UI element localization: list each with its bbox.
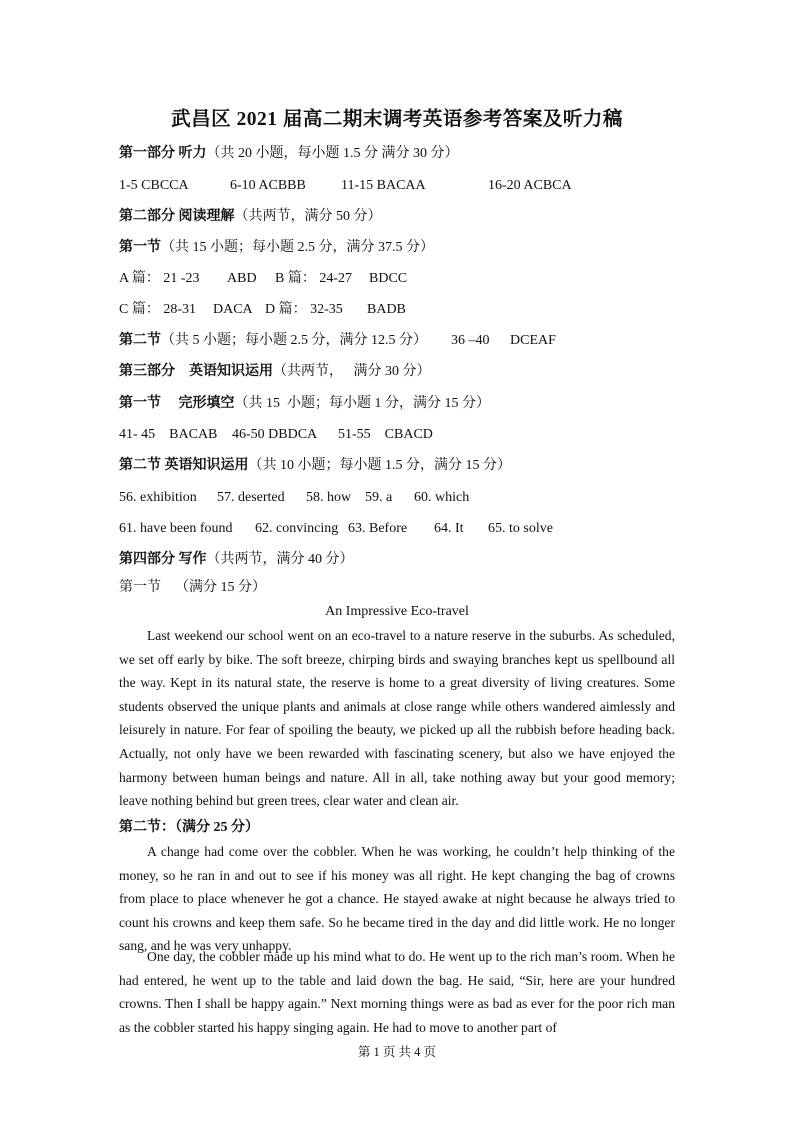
page-number-footer: 第 1 页 共 4 页 — [357, 1045, 437, 1059]
reading-answers-row — [119, 301, 406, 319]
part1-answers — [119, 177, 572, 195]
part2-heading-line — [119, 208, 382, 226]
part2-heading: 第二部分 阅读理解 — [119, 209, 235, 224]
part2-section2-line — [119, 332, 556, 350]
part4-section2-heading — [119, 819, 259, 837]
essay-paragraph: Last weekend our school went on an eco-travel to a nature reserve in the suburbs. As scheduled, we set off early by bike. The soft breeze, chirping birds and swaying branches kept us spellbound all the way. Kept in its natural state, the reserve is home to a great diversity of living creatures. Some students observed the unique plants and animals at close range while others wandered aimlessly and leisurely in nature. For fear of spoiling the beauty, we picked up all the rubbish before heading back. Actually, not only have we been rewarded with fascinating scenery, but also we have enjoyed the harmony between human beings and nature. All in all, take nothing away but your good memory; leave nothing behind but green trees, clear water and clean air. — [119, 628, 675, 809]
grammar-answer: 56. exhibition — [119, 490, 197, 505]
question-range: 36 –40 — [451, 333, 490, 348]
part4-heading-line — [119, 551, 354, 569]
answer-group: 16-20 ACBCA — [488, 178, 572, 193]
grammar-answers-row — [119, 489, 469, 507]
part1-heading: 第一部分 听力 — [119, 146, 207, 161]
reading-answers-row — [119, 270, 407, 288]
part4-note: （共两节，满分 40 分） — [206, 552, 354, 567]
section-note: （共 15 小题；每小题 1 分，满分 15 分） — [234, 396, 490, 411]
passage-range: D 篇： 32-35 — [265, 302, 343, 317]
section-note: （共 15 小题；每小题 2.5 分，满分 37.5 分） — [161, 240, 434, 255]
grammar-answer: 62. convincing — [255, 521, 339, 536]
section-heading: 第二节 英语知识运用 — [119, 458, 249, 473]
part3-section2-heading-line — [119, 457, 511, 475]
section-note: （共 10 小题；每小题 1.5 分，满分 15 分） — [248, 458, 511, 473]
part1-heading-line — [119, 145, 459, 163]
passage-answer: DACA — [213, 302, 253, 317]
section-heading: 第二节：（满分 25 分） — [119, 820, 259, 835]
section-note: （满分 15 分） — [175, 580, 266, 595]
grammar-answer: 58. how — [306, 490, 352, 505]
cloze-answers — [119, 426, 433, 444]
passage-answer: BDCC — [369, 271, 408, 286]
part3-heading: 第三部分 英语知识运用 — [119, 364, 273, 379]
part2-section1-heading-line — [119, 239, 434, 257]
passage-range: B 篇： 24-27 — [275, 271, 352, 286]
part4-heading: 第四部分 写作 — [119, 552, 207, 567]
continuation-paragraph: A change had come over the cobbler. When he was working, he couldn’t help thinking of the money, so he ran in and out to see if his money was all right. He kept changing the bag of crowns from place to place whenever he got a chance. He stayed awake at night because he always tried to count his crowns and keep them safe. So he became tired in the day and did little work. He no longer sang, and he was very unhappy. — [119, 844, 675, 954]
answer-group: 51-55 CBACD — [338, 427, 433, 442]
answer-group: 46-50 DBDCA — [232, 427, 318, 442]
passage-range: C 篇： 28-31 — [119, 302, 196, 317]
section-heading: 第二节 — [119, 333, 161, 348]
part3-heading-line — [119, 363, 431, 381]
part4-section1-heading-line — [119, 579, 266, 597]
section-note: （共 5 小题；每小题 2.5 分，满分 12.5 分） — [161, 333, 427, 348]
passage-answer: ABD — [227, 271, 257, 286]
passage-answer: BADB — [367, 302, 406, 317]
answer-group: 11-15 BACAA — [341, 178, 426, 193]
section-heading: 第一节 — [119, 240, 161, 255]
grammar-answer: 61. have been found — [119, 521, 233, 536]
answer-group: 41- 45 BACAB — [119, 427, 218, 442]
continuation-paragraph: One day, the cobbler made up his mind what to do. He went up to the rich man’s room. When he had entered, he went up to the table and laid down the bag. He said, “Sir, here are your hundred crowns. Then I shall be happy again.” Next morning things were as bad as ever for the poor rich man as the cobbler started his happy singing again. He had to move to another part of — [119, 949, 675, 1035]
grammar-answer: 65. to solve — [488, 521, 553, 536]
section-answer: DCEAF — [510, 333, 556, 348]
grammar-answer: 63. Before — [348, 521, 408, 536]
grammar-answers-row — [119, 520, 553, 538]
answer-group: 6-10 ACBBB — [230, 178, 306, 193]
part1-note: （共 20 小题，每小题 1.5 分 满分 30 分） — [206, 146, 459, 161]
grammar-answer: 57. deserted — [217, 490, 285, 505]
page-title: 武昌区 2021 届高二期末调考英语参考答案及听力稿 — [171, 109, 623, 130]
section-heading: 第一节 完形填空 — [119, 396, 235, 411]
grammar-answer: 64. It — [434, 521, 464, 536]
answer-group: 1-5 CBCCA — [119, 178, 189, 193]
essay-title: An Impressive Eco-travel — [325, 604, 469, 619]
section-heading: 第一节 — [119, 580, 161, 595]
grammar-answer: 60. which — [414, 490, 470, 505]
part3-note: （共两节， 满分 30 分） — [273, 364, 431, 379]
part2-note: （共两节，满分 50 分） — [234, 209, 382, 224]
passage-range: A 篇： 21 -23 — [119, 271, 200, 286]
part3-section1-heading-line — [119, 395, 490, 413]
grammar-answer: 59. a — [365, 490, 393, 505]
